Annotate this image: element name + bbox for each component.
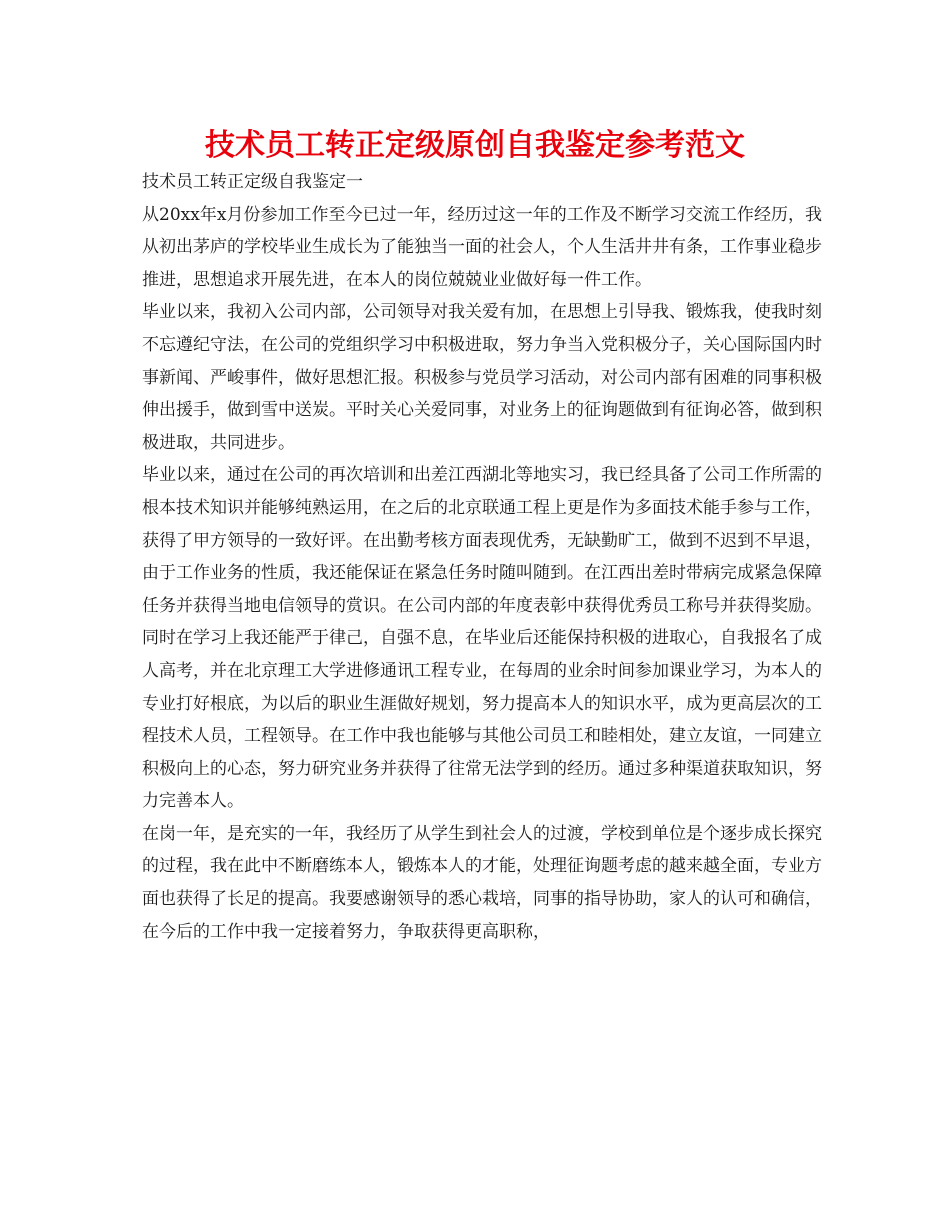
paragraph: 从20xx年x月份参加工作至今已过一年，经历过这一年的工作及不断学习交流工作经历，我从初出茅庐的学校毕业生成长为了能独当一面的社会人，个人生活井井有条，工作事业稳步推进，思想追求开展先进，在本人的岗位兢兢业业做好每一件工作。 (142, 204, 822, 290)
document-body (142, 166, 822, 948)
paragraph: 在岗一年，是充实的一年，我经历了从学生到社会人的过渡，学校到单位是个逐步成长探究的过程，我在此中不断磨练本人，锻炼本人的才能，处理征询题考虑的越来越全面，专业方面也获得了长足的提高。我要感谢领导的悉心栽培，同事的指导协助，家人的认可和确信，在今后的工作中我一定接着努力，争取获得更高职称， (142, 823, 822, 942)
section-heading: 技术员工转正定级自我鉴定一 (142, 172, 363, 192)
paragraph: 毕业以来，我初入公司内部，公司领导对我关爱有加，在思想上引导我、锻炼我，使我时刻不忘遵纪守法，在公司的党组织学习中积极进取，努力争当入党积极分子，关心国际国内时事新闻、严峻事件，做好思想汇报。积极参与党员学习活动，对公司内部有困难的同事积极伸出援手，做到雪中送炭。平时关心关爱同事，对业务上的征询题做到有征询必答，做到积极进取，共同进步。 (142, 302, 822, 453)
paragraph: 毕业以来，通过在公司的再次培训和出差江西湖北等地实习，我已经具备了公司工作所需的根本技术知识并能够纯熟运用，在之后的北京联通工程上更是作为多面技术能手参与工作，获得了甲方领导的一致好评。在出勤考核方面表现优秀，无缺勤旷工，做到不迟到不早退，由于工作业务的性质，我还能保证在紧急任务时随叫随到。在江西出差时带病完成紧急保障任务并获得当地电信领导的赏识。在公司内部的年度表彰中获得优秀员工称号并获得奖励。 (142, 465, 822, 616)
paragraph: 同时在学习上我还能严于律己，自强不息，在毕业后还能保持积极的进取心，自我报名了成人高考，并在北京理工大学进修通讯工程专业，在每周的业余时间参加课业学习，为本人的专业打好根底，为以后的职业生涯做好规划，努力提高本人的知识水平，成为更高层次的工程技术人员，工程领导。在工作中我也能够与其他公司员工和睦相处，建立友谊，一同建立积极向上的心态，努力研究业务并获得了往常无法学到的经历。通过多种渠道获取知识，努力完善本人。 (142, 628, 822, 812)
document-title: 技术员工转正定级原创自我鉴定参考范文 (205, 128, 745, 163)
